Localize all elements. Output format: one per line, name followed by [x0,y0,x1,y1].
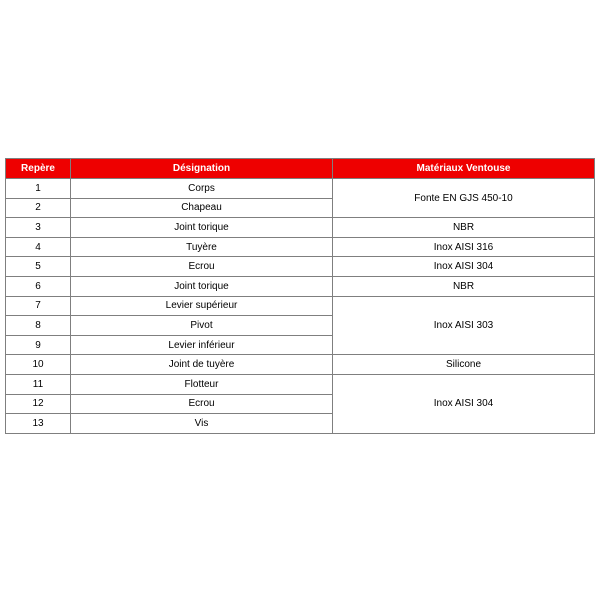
repere-cell: 11 [6,374,71,394]
table-row [6,218,595,238]
table-row [6,257,595,277]
designation-cell: Joint de tuyère [71,355,333,375]
repere-cell: 4 [6,237,71,257]
header-materiaux: Matériaux Ventouse [333,159,595,179]
repere-cell: 7 [6,296,71,316]
designation-cell: Ecrou [71,257,333,277]
repere-cell: 2 [6,198,71,218]
material-cell: Inox AISI 304 [333,374,595,433]
repere-cell: 9 [6,335,71,355]
designation-cell: Chapeau [71,198,333,218]
material-cell: Silicone [333,355,595,375]
designation-cell: Joint torique [71,218,333,238]
repere-cell: 10 [6,355,71,375]
table-row [6,296,595,316]
designation-cell: Pivot [71,316,333,336]
repere-cell: 3 [6,218,71,238]
material-cell: Inox AISI 316 [333,237,595,257]
parts-material-table [5,158,595,434]
repere-cell: 1 [6,179,71,199]
table-row [6,355,595,375]
material-cell: Inox AISI 304 [333,257,595,277]
material-cell: Fonte EN GJS 450-10 [333,179,595,218]
material-cell: Inox AISI 303 [333,296,595,355]
designation-cell: Corps [71,179,333,199]
designation-cell: Joint torique [71,276,333,296]
material-cell: NBR [333,276,595,296]
header-designation: Désignation [71,159,333,179]
designation-cell: Vis [71,414,333,434]
material-cell: NBR [333,218,595,238]
repere-cell: 8 [6,316,71,336]
repere-cell: 13 [6,414,71,434]
header-repere: Repère [6,159,71,179]
designation-cell: Levier inférieur [71,335,333,355]
designation-cell: Flotteur [71,374,333,394]
table-row [6,237,595,257]
table-header-row [6,159,595,179]
table-row [6,179,595,199]
designation-cell: Levier supérieur [71,296,333,316]
designation-cell: Tuyère [71,237,333,257]
designation-cell: Ecrou [71,394,333,414]
table-row [6,276,595,296]
repere-cell: 12 [6,394,71,414]
repere-cell: 5 [6,257,71,277]
table-row [6,374,595,394]
repere-cell: 6 [6,276,71,296]
